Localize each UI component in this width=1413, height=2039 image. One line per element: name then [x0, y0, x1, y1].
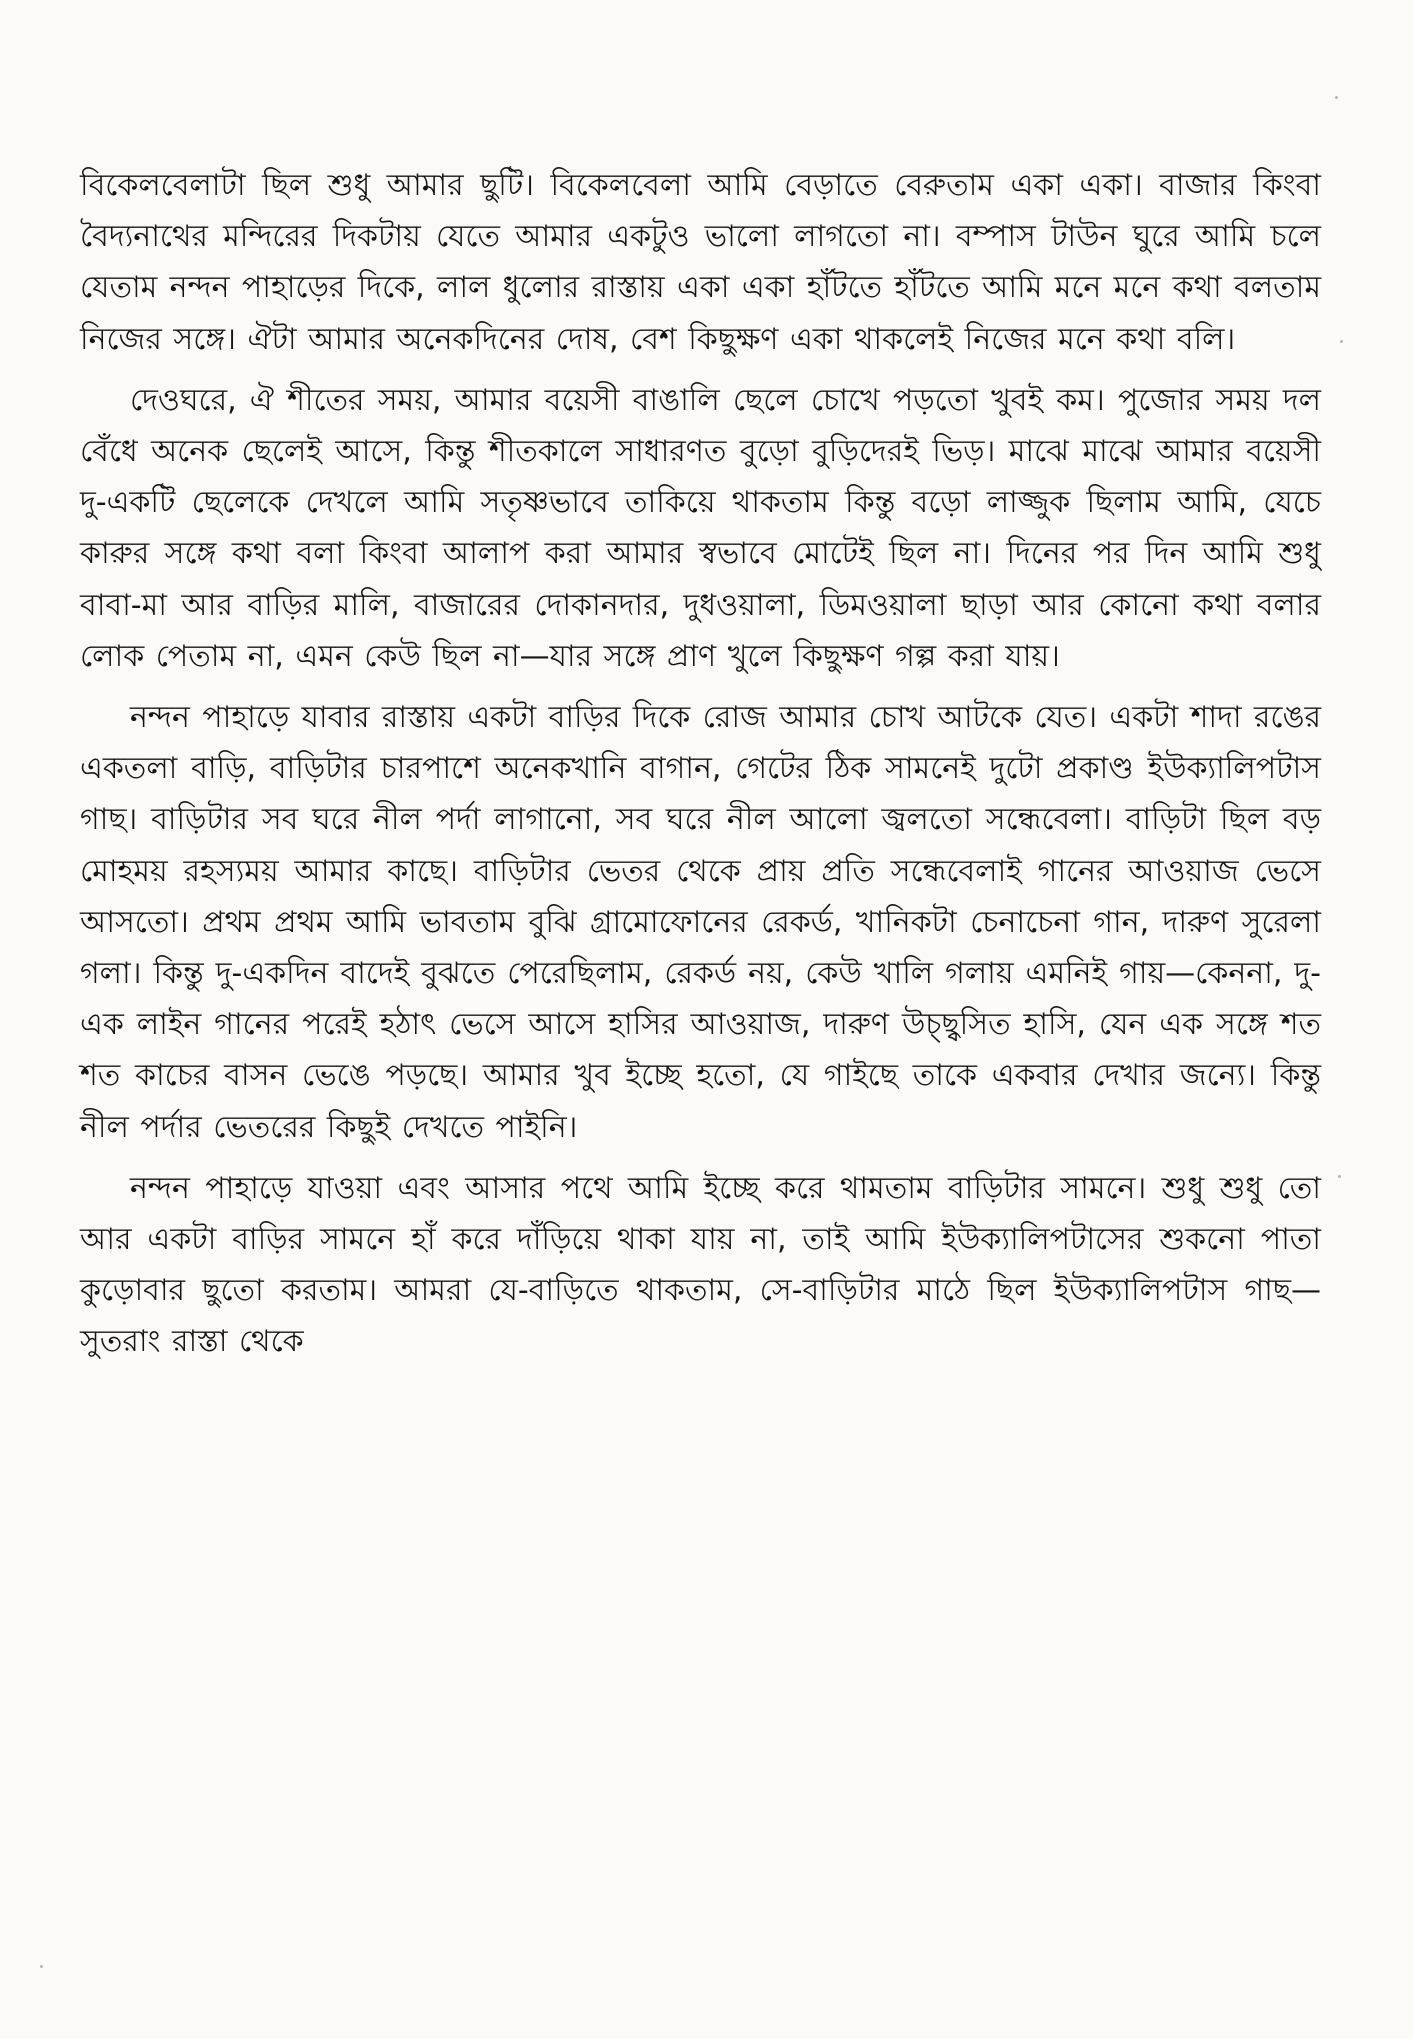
paper-speck	[1338, 1175, 1341, 1178]
paragraph-1: বিকেলবেলাটা ছিল শুধু আমার ছুটি। বিকেলবেলা আমি বেড়াতে বেরুতাম একা একা। বাজার কিংবা বৈদ্যনাথের মন্দিরের দিকটায় যেতে আমার একটুও ভালো লাগতো না। বম্পাস টাউন ঘুরে আমি চলে যেতাম নন্দন পাহাড়ের দিকে, লাল ধুলোর রাস্তায় একা একা হাঁটতে হাঁটতে আমি মনে মনে কথা বলতাম নিজের সঙ্গে। ঐটা আমার অনেকদিনের দোষ, বেশ কিছুক্ষণ একা থাকলেই নিজের মনে কথা বলি।	[80, 168, 1321, 357]
paragraph-4: নন্দন পাহাড়ে যাওয়া এবং আসার পথে আমি ইচ্ছে করে থামতাম বাড়িটার সামনে। শুধু শুধু তো আর একটা বাড়ির সামনে হাঁ করে দাঁড়িয়ে থাকা যায় না, তাই আমি ইউক্যালিপটাসের শুকনো পাতা কুড়োবার ছুতো করতাম। আমরা যে-বাড়িতে থাকতাম, সে-বাড়িটার মাঠে ছিল ইউক্যালিপটাস গাছ—সুতরাং রাস্তা থেকে	[80, 1170, 1321, 1360]
paragraph-2: দেওঘরে, ঐ শীতের সময়, আমার বয়েসী বাঙালি ছেলে চোখে পড়তো খুবই কম। পুজোর সময় দল বেঁধে অনেক ছেলেই আসে, কিন্তু শীতকালে সাধারণত বুড়ো বুড়িদেরই ভিড়। মাঝে মাঝে আমার বয়েসী দু-একটি ছেলেকে দেখলে আমি সতৃষ্ণভাবে তাকিয়ে থাকতাম কিন্তু বড়ো লাজ্জুক ছিলাম আমি, যেচে কারুর সঙ্গে কথা বলা কিংবা আলাপ করা আমার স্বভাবে মোটেই ছিল না। দিনের পর দিন আমি শুধু বাবা-মা আর বাড়ির মালি, বাজারের দোকানদার, দুধওয়ালা, ডিমওয়ালা ছাড়া আর কোনো কথা বলার লোক পেতাম না, এমন কেউ ছিল না—যার সঙ্গে প্রাণ খুলে কিছুক্ষণ গল্প করা যায়।	[80, 382, 1321, 674]
paper-speck	[40, 1965, 43, 1968]
paper-speck	[1335, 96, 1338, 99]
paragraph-3: নন্দন পাহাড়ে যাবার রাস্তায় একটা বাড়ির দিকে রোজ আমার চোখ আটকে যেত। একটা শাদা রঙের একতলা বাড়ি, বাড়িটার চারপাশে অনেকখানি বাগান, গেটের ঠিক সামনেই দুটো প্রকাণ্ড ইউক্যালিপটাস গাছ। বাড়িটার সব ঘরে নীল পর্দা লাগানো, সব ঘরে নীল আলো জ্বলতো সন্ধেবেলা। বাড়িটা ছিল বড় মোহময় রহস্যময় আমার কাছে। বাড়িটার ভেতর থেকে প্রায় প্রতি সন্ধেবেলাই গানের আওয়াজ ভেসে আসতো। প্রথম প্রথম আমি ভাবতাম বুঝি গ্রামোফোনের রেকর্ড, খানিকটা চেনাচেনা গান, দারুণ সুরেলা গলা। কিন্তু দু-একদিন বাদেই বুঝতে পেরেছিলাম, রেকর্ড নয়, কেউ খালি গলায় এমনিই গায়—কেননা, দু-এক লাইন গানের পরেই হঠাৎ ভেসে আসে হাসির আওয়াজ, দারুণ উচ্ছ্বসিত হাসি, যেন এক সঙ্গে শত শত কাচের বাসন ভেঙে পড়ছে। আমার খুব ইচ্ছে হতো, যে গাইছে তাকে একবার দেখার জন্যে। কিন্তু নীল পর্দার ভেতরের কিছুই দেখতে পাইনি।	[80, 700, 1321, 1145]
paper-speck	[1340, 340, 1343, 343]
